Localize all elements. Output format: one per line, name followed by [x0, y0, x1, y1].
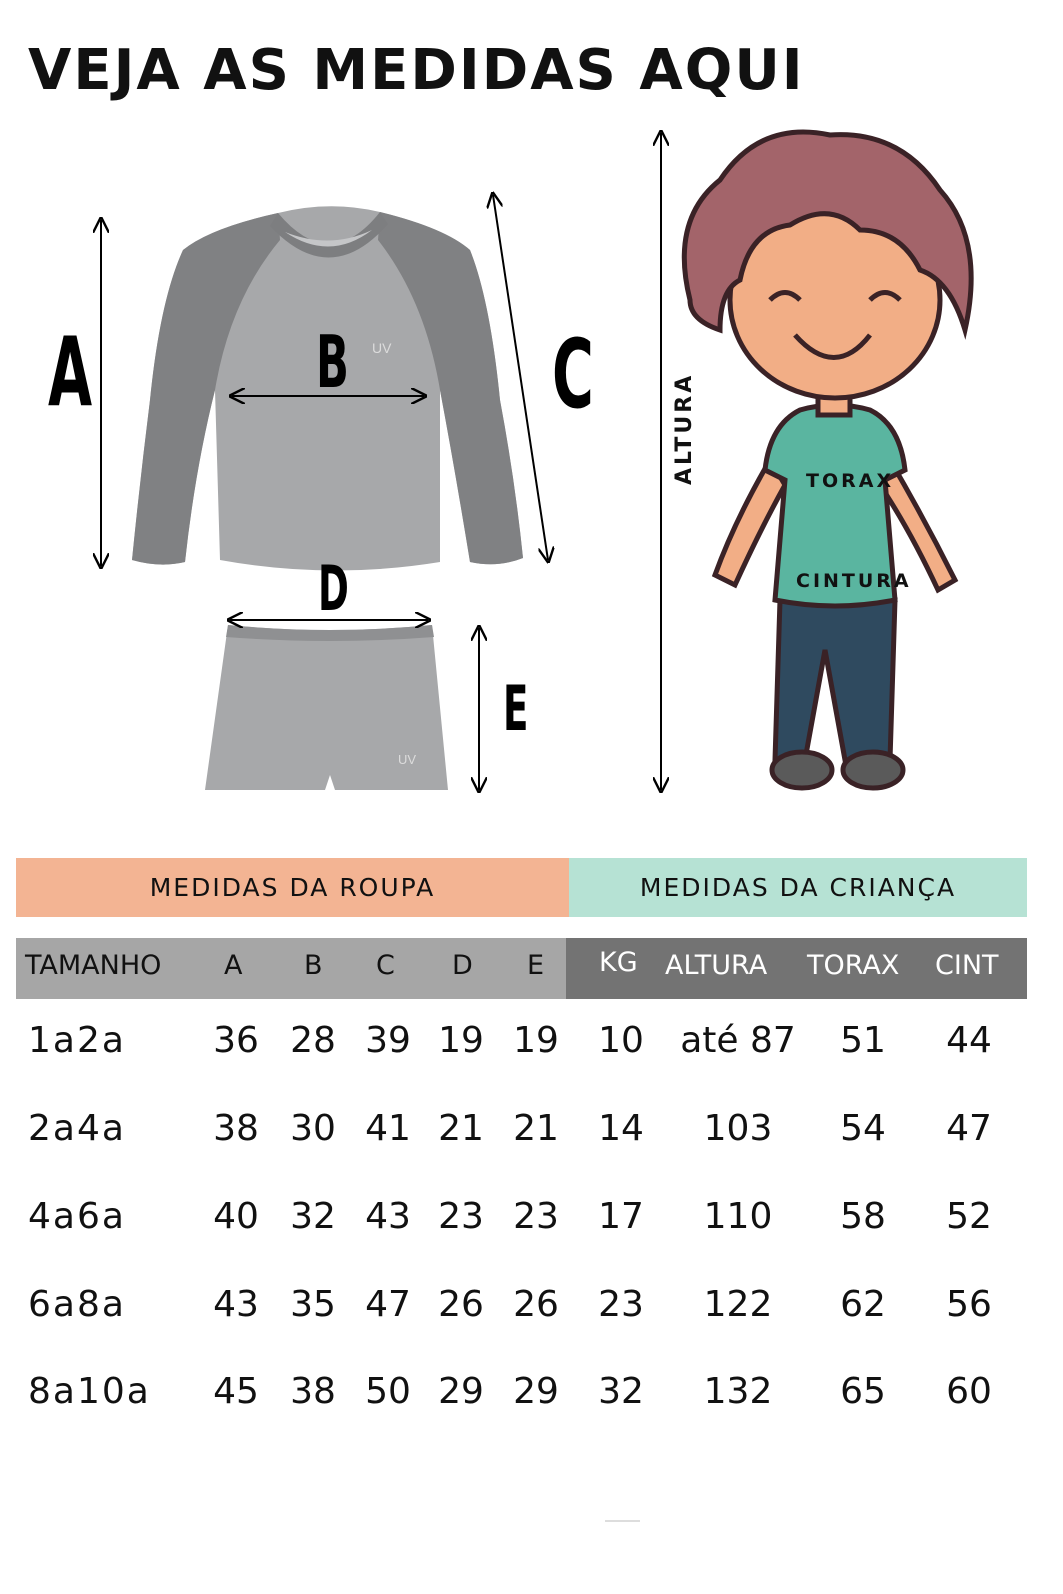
cell-cint: 47: [946, 1108, 992, 1149]
label-b: B: [316, 320, 349, 404]
cell-e: 23: [513, 1196, 559, 1237]
cell-cint: 52: [946, 1196, 992, 1237]
cell-b: 38: [290, 1371, 336, 1412]
cell-a: 36: [213, 1020, 259, 1061]
cell-kg: 17: [598, 1196, 644, 1237]
cell-cint: 56: [946, 1284, 992, 1325]
cell-b: 30: [290, 1108, 336, 1149]
cell-torax: 54: [840, 1108, 886, 1149]
torax-label: TORAX: [806, 470, 895, 492]
footnote-mark: [605, 1520, 640, 1522]
cell-size: 2a4a: [28, 1108, 126, 1149]
cell-cint: 44: [946, 1020, 992, 1061]
page-title: VEJA AS MEDIDAS AQUI: [28, 38, 805, 103]
garment-diagram: [0, 120, 1063, 820]
cell-c: 43: [365, 1196, 411, 1237]
altura-label: ALTURA: [672, 372, 697, 485]
cell-b: 28: [290, 1020, 336, 1061]
col-b: B: [304, 950, 323, 981]
table-header-child: [566, 938, 1027, 999]
cell-torax: 65: [840, 1371, 886, 1412]
label-d: D: [318, 552, 349, 625]
cell-e: 19: [513, 1020, 559, 1061]
cell-a: 43: [213, 1284, 259, 1325]
measurement-illustration: [0, 120, 1063, 820]
cell-a: 40: [213, 1196, 259, 1237]
table-row: [0, 1196, 1063, 1256]
cell-e: 26: [513, 1284, 559, 1325]
cell-altura: até 87: [680, 1020, 796, 1061]
cell-d: 29: [438, 1371, 484, 1412]
cell-c: 39: [365, 1020, 411, 1061]
label-c: C: [552, 320, 594, 430]
col-c: C: [376, 950, 395, 981]
cell-kg: 23: [598, 1284, 644, 1325]
col-altura: ALTURA: [665, 950, 768, 981]
cell-altura: 122: [703, 1284, 773, 1325]
cell-c: 41: [365, 1108, 411, 1149]
brand-logo-shorts: UV: [398, 752, 417, 767]
cell-cint: 60: [946, 1371, 992, 1412]
cell-e: 29: [513, 1371, 559, 1412]
cell-b: 35: [290, 1284, 336, 1325]
col-a: A: [224, 950, 243, 981]
cell-kg: 32: [598, 1371, 644, 1412]
cell-torax: 51: [840, 1020, 886, 1061]
col-torax: TORAX: [807, 950, 900, 981]
table-header-clothing: [16, 938, 566, 999]
label-a: A: [48, 318, 93, 428]
cell-c: 50: [365, 1371, 411, 1412]
cell-altura: 110: [703, 1196, 773, 1237]
cell-size: 1a2a: [28, 1020, 126, 1061]
table-row: [0, 1371, 1063, 1431]
section-clothing-measures: MEDIDAS DA ROUPA: [16, 858, 569, 917]
cell-e: 21: [513, 1108, 559, 1149]
table-row: [0, 1108, 1063, 1168]
cell-torax: 58: [840, 1196, 886, 1237]
cintura-label: CINTURA: [796, 570, 912, 592]
cell-kg: 10: [598, 1020, 644, 1061]
child-illustration-icon: [684, 132, 971, 788]
cell-size: 4a6a: [28, 1196, 126, 1237]
label-e: E: [503, 672, 529, 745]
table-row: [0, 1284, 1063, 1344]
cell-torax: 62: [840, 1284, 886, 1325]
cell-c: 47: [365, 1284, 411, 1325]
brand-logo: UV: [372, 340, 392, 356]
col-tamanho: TAMANHO: [25, 950, 162, 981]
cell-d: 26: [438, 1284, 484, 1325]
cell-size: 6a8a: [28, 1284, 126, 1325]
table-row: [0, 1020, 1063, 1080]
col-d: D: [452, 950, 473, 981]
cell-a: 38: [213, 1108, 259, 1149]
cell-d: 23: [438, 1196, 484, 1237]
col-kg: KG: [599, 947, 638, 978]
cell-size: 8a10a: [28, 1371, 151, 1412]
cell-b: 32: [290, 1196, 336, 1237]
section-child-measures: MEDIDAS DA CRIANÇA: [569, 858, 1027, 917]
cell-d: 21: [438, 1108, 484, 1149]
cell-kg: 14: [598, 1108, 644, 1149]
cell-a: 45: [213, 1371, 259, 1412]
col-e: E: [527, 950, 545, 981]
col-cint: CINT: [935, 950, 999, 981]
cell-d: 19: [438, 1020, 484, 1061]
cell-altura: 103: [703, 1108, 773, 1149]
cell-altura: 132: [703, 1371, 773, 1412]
